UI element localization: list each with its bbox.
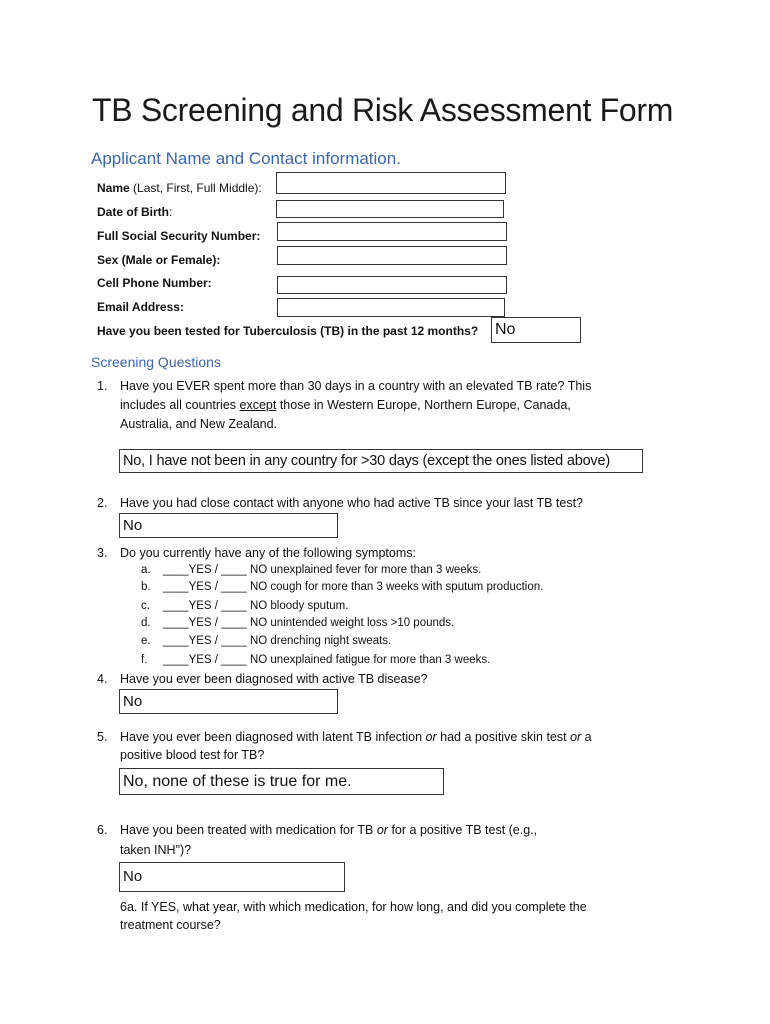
question-6a-line-1: 6a. If YES, what year, with which medication, for how long, and did you complete the <box>120 900 587 914</box>
dob-label <box>97 205 172 219</box>
name-label <box>97 181 262 195</box>
sex-input[interactable] <box>277 246 507 265</box>
question-2-text: Have you had close contact with anyone who had active TB since your last TB test? <box>120 496 583 510</box>
question-4-number: 4. <box>97 672 108 686</box>
question-3-text: Do you currently have any of the following symptoms: <box>120 546 416 560</box>
symptom-e-letter: e. <box>141 635 151 647</box>
name-label-rest: (Last, First, Full Middle): <box>129 181 262 195</box>
symptom-d-letter: d. <box>141 617 151 629</box>
name-label-bold: Name <box>97 181 130 195</box>
question-1-line-3: Australia, and New Zealand. <box>120 417 278 431</box>
name-input[interactable] <box>276 172 506 194</box>
question-5-or-1: or <box>425 730 437 744</box>
symptom-b-letter: b. <box>141 581 151 593</box>
applicant-section-heading: Applicant Name and Contact information. <box>91 149 401 168</box>
question-6-answer[interactable]: No <box>119 862 345 892</box>
question-4-text: Have you ever been diagnosed with active TB disease? <box>120 672 428 686</box>
page-title: TB Screening and Risk Assessment Form <box>92 92 674 128</box>
question-5-line-2: positive blood test for TB? <box>120 748 265 762</box>
question-1-line-2 <box>120 396 571 415</box>
email-input[interactable] <box>277 298 505 317</box>
question-6a-line-2: treatment course? <box>120 918 221 932</box>
question-5-or-2: or <box>570 730 582 744</box>
question-5-line-1c: a <box>581 730 592 744</box>
question-1-except: except <box>239 398 277 412</box>
question-3-number: 3. <box>97 546 108 560</box>
symptom-e-text: ____YES / ____ NO drenching night sweats. <box>163 635 392 647</box>
question-5-answer[interactable]: No, none of these is true for me. <box>119 768 444 795</box>
symptom-f-letter: f. <box>141 654 148 666</box>
symptom-b-text: ____YES / ____ NO cough for more than 3 weeks with sputum production. <box>163 581 544 593</box>
question-2-answer[interactable]: No <box>119 513 338 538</box>
question-4-answer[interactable]: No <box>119 689 338 714</box>
ssn-input[interactable] <box>277 222 507 241</box>
ssn-label: Full Social Security Number: <box>97 229 261 243</box>
question-1-line-2a: includes all countries <box>120 398 240 412</box>
symptom-c-text: ____YES / ____ NO bloody sputum. <box>163 600 349 612</box>
symptom-c-letter: c. <box>141 600 150 612</box>
email-label: Email Address: <box>97 300 184 314</box>
symptom-f-text: ____YES / ____ NO unexplained fatigue for more than 3 weeks. <box>163 654 491 666</box>
question-5-line-1b: had a positive skin test <box>436 730 571 744</box>
question-5-line-1 <box>120 728 592 747</box>
phone-label: Cell Phone Number: <box>97 276 212 290</box>
screening-section-heading: Screening Questions <box>91 354 221 370</box>
symptom-a-letter: a. <box>141 564 151 576</box>
question-6-line-2: taken INH")? <box>120 843 192 857</box>
question-1-line-2b: those in Western Europe, Northern Europe, Canada, <box>276 398 571 412</box>
symptom-d-text: ____YES / ____ NO unintended weight loss >10 pounds. <box>163 617 455 629</box>
question-6-line-1a: Have you been treated with medication for TB <box>120 823 377 837</box>
question-6-number: 6. <box>97 823 108 837</box>
question-1-number: 1. <box>97 379 108 393</box>
tb-tested-label: Have you been tested for Tuberculosis (TB) in the past 12 months? <box>97 324 479 338</box>
question-2-number: 2. <box>97 496 108 510</box>
dob-input[interactable] <box>276 200 504 218</box>
dob-label-rest: : <box>169 205 173 219</box>
sex-label: Sex (Male or Female): <box>97 253 221 267</box>
question-5-line-1a: Have you ever been diagnosed with latent TB infection <box>120 730 426 744</box>
phone-input[interactable] <box>277 276 507 294</box>
question-6-or: or <box>376 823 388 837</box>
question-6-line-1 <box>120 821 537 840</box>
question-5-number: 5. <box>97 730 108 744</box>
tb-tested-answer[interactable]: No <box>491 317 581 343</box>
question-6-line-1b: for a positive TB test (e.g., <box>387 823 538 837</box>
question-1-line-1: Have you EVER spent more than 30 days in a country with an elevated TB rate? This <box>120 379 592 393</box>
question-1-answer[interactable]: No, I have not been in any country for >30 days (except the ones listed above) <box>119 449 643 473</box>
symptom-a-text: ____YES / ____ NO unexplained fever for more than 3 weeks. <box>163 564 482 576</box>
dob-label-bold: Date of Birth <box>97 205 169 219</box>
